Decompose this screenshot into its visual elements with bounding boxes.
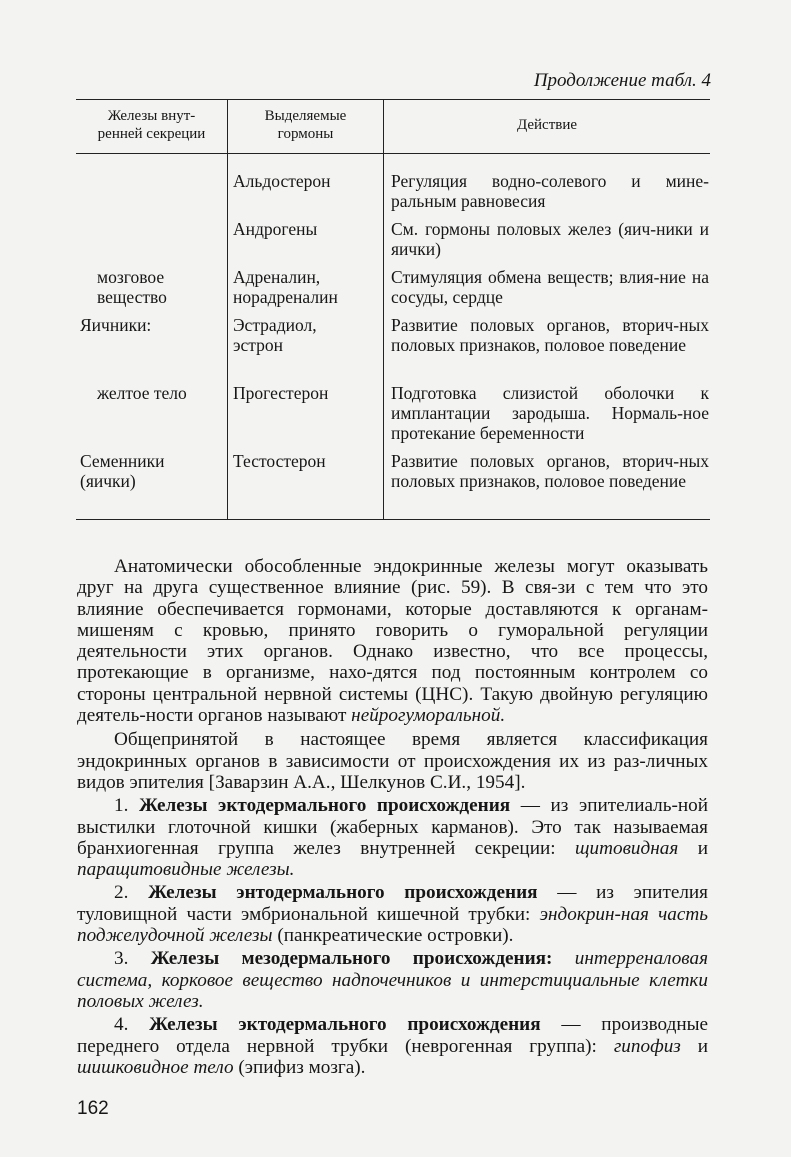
page-number: 162 [77,1098,109,1119]
cell-hormone: Тестостерон [233,451,326,471]
cell-action: Развитие половых органов, вторич-ных половых признаков, половое поведение [391,451,709,491]
table-bottom-rule [76,519,710,520]
cell-action: Подготовка слизистой оболочки к имплантации зародыша. Нормаль-ное протекание беременности [391,383,709,443]
header-action: Действие [516,117,578,133]
cell-hormone: Прогестерон [233,383,329,403]
cell-gland: Яичники: [80,315,152,335]
table-column-divider [227,99,228,519]
cell-action: См. гормоны половых желез (яич-ники и яички) [391,219,709,259]
cell-gland: желтое тело [97,383,187,403]
list-item: 2. Железы энтодермального происхождения — из эпителия туловищной части эмбриональной кишечной трубки: эндокрин-ная часть поджелудочной железы (панкреатические островки). [77,882,709,947]
list-item: 3. Железы мезодермального происхождения: интерреналовая система, корковое вещество надпочечников и интерстициальные клетки половых желез. [77,948,708,1012]
paragraph: Анатомически обособленные эндокринные железы могут оказывать друг на друга существенное влияние (рис. 59). В свя-зи с тем что это влияние обеспечивается гормонами, которые доставляются к органам-мишеням с кровью, принято говорить о гуморальной регуляции деятельности этих органов. Однако известно, что все процессы, протекающие в организме, нахо-дятся под постоянным контролем со стороны центральной нервной системы (ЦНС). Такую двойную регуляцию деятель-ности органов называют нейрогуморальной. [77,556,708,727]
table-header-rule [76,153,710,154]
cell-action: Регуляция водно-солевого и мине-ральным равновесия [391,171,709,211]
cell-hormone: Эстрадиол, эстрон [233,315,317,355]
cell-gland: Семенники (яички) [80,451,165,491]
body-text [77,556,708,1078]
header-glands: Железы внут- ренней секреции [97,108,206,142]
paragraph: Общепринятой в настоящее время является классификация эндокринных органов в зависимости от происхождения их из раз-личных видов эпителия [Заварзин А.А., Шелкунов С.И., 1954]. [77,729,708,793]
cell-gland: мозговое вещество [97,267,167,307]
list-item: 1. Железы эктодермального происхождения — из эпителиаль-ной выстилки глоточной кишки (жаберных карманов). Это так называемая бранхиогенная группа желез внутренней секреции: щитовидная и паращитовидные железы. [77,795,709,881]
cell-action: Развитие половых органов, вторич-ных половых признаков, половое поведение [391,315,709,355]
list-item: 4. Железы эктодермального происхождения — производные переднего отдела нервной трубки (неврогенная группа): гипофиз и шишковидное тело (эпифиз мозга). [77,1014,709,1078]
cell-hormone: Адреналин, норадреналин [233,267,338,307]
cell-hormone: Альдостерон [233,171,331,191]
table-column-divider [383,99,384,519]
header-hormones: Выделяемые гормоны [264,108,347,142]
cell-hormone: Андрогены [233,219,318,239]
table-top-rule [76,99,710,100]
cell-action: Стимуляция обмена веществ; влия-ние на сосуды, сердце [391,267,709,307]
table-continuation-caption: Продолжение табл. 4 [533,70,711,91]
